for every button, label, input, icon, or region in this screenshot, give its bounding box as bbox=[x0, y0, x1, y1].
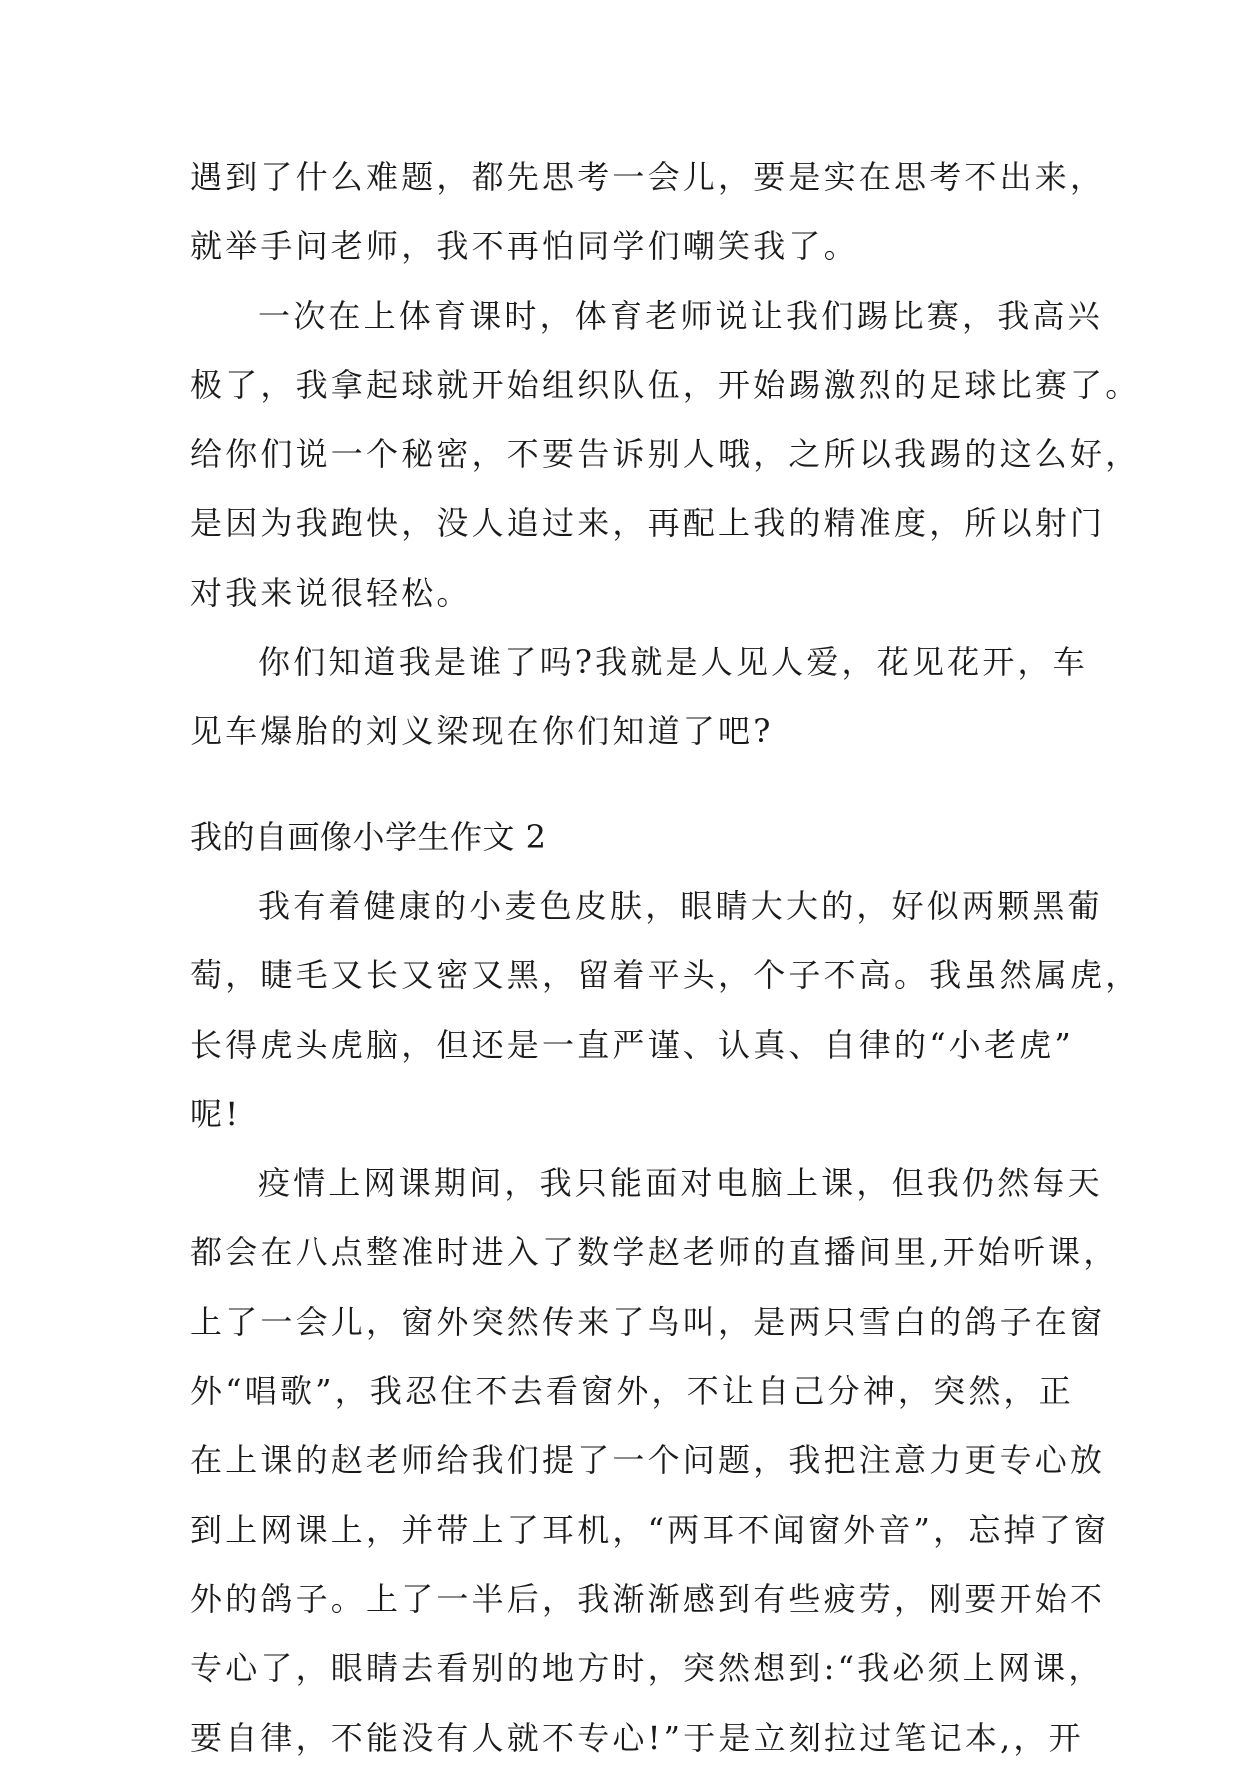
text-line: 给你们说一个秘密，不要告诉别人哦，之所以我踢的这么好， bbox=[190, 435, 1141, 474]
paragraph bbox=[190, 643, 1088, 751]
text-line: 在上课的赵老师给我们提了一个问题，我把注意力更专心放 bbox=[190, 1441, 1106, 1480]
text-line: 要自律，不能没有人就不专心!”于是立刻拉过笔记本,，开 bbox=[190, 1718, 1084, 1757]
text-line: 你们知道我是谁了吗?我就是人见人爱，花见花开，车 bbox=[258, 643, 1088, 682]
text-line: 都会在八点整准时进入了数学赵老师的直播间里,开始听课， bbox=[190, 1233, 1119, 1272]
section-gap bbox=[190, 784, 1070, 820]
document-body bbox=[190, 158, 1141, 1790]
text-line: 疫情上网课期间，我只能面对电脑上课，但我仍然每天 bbox=[258, 1164, 1103, 1203]
text-line: 见车爆胎的刘义梁现在你们知道了吧? bbox=[190, 712, 774, 751]
text-line: 极了，我拿起球就开始组织队伍，开始踢激烈的足球比赛了。 bbox=[190, 365, 1141, 404]
section-title: 我的自画像小学生作文 2 bbox=[190, 817, 547, 856]
paragraph bbox=[190, 158, 1106, 266]
text-line: 是因为我跑快，没人追过来，再配上我的精准度，所以射门 bbox=[190, 504, 1106, 543]
paragraph bbox=[190, 886, 1141, 1133]
text-line: 外“唱歌”，我忍住不去看窗外，不让自己分神，突然，正 bbox=[190, 1372, 1074, 1411]
text-line: 萄，睫毛又长又密又黑，留着平头，个子不高。我虽然属虎， bbox=[190, 956, 1141, 995]
text-line: 长得虎头虎脑，但还是一直严谨、认真、自律的“小老虎” bbox=[190, 1025, 1074, 1064]
text-line: 上了一会儿，窗外突然传来了鸟叫，是两只雪白的鸽子在窗 bbox=[190, 1302, 1106, 1341]
text-line: 呢! bbox=[190, 1094, 242, 1133]
text-line: 到上网课上，并带上了耳机，“两耳不闻窗外音”，忘掉了窗 bbox=[190, 1510, 1110, 1549]
paragraph bbox=[190, 1164, 1119, 1757]
text-line: 外的鸽子。上了一半后，我渐渐感到有些疲劳，刚要开始不 bbox=[190, 1579, 1106, 1618]
paragraph bbox=[190, 296, 1141, 612]
text-line: 我有着健康的小麦色皮肤，眼睛大大的，好似两颗黑葡 bbox=[258, 886, 1103, 925]
text-line: 一次在上体育课时，体育老师说让我们踢比赛，我高兴 bbox=[258, 296, 1103, 335]
text-line: 对我来说很轻松。 bbox=[190, 573, 472, 612]
text-line: 就举手问老师，我不再怕同学们嘲笑我了。 bbox=[190, 227, 859, 266]
text-line: 遇到了什么难题，都先思考一会儿，要是实在思考不出来， bbox=[190, 158, 1106, 196]
text-line: 专心了，眼睛去看别的地方时，突然想到:“我必须上网课， bbox=[190, 1649, 1104, 1688]
